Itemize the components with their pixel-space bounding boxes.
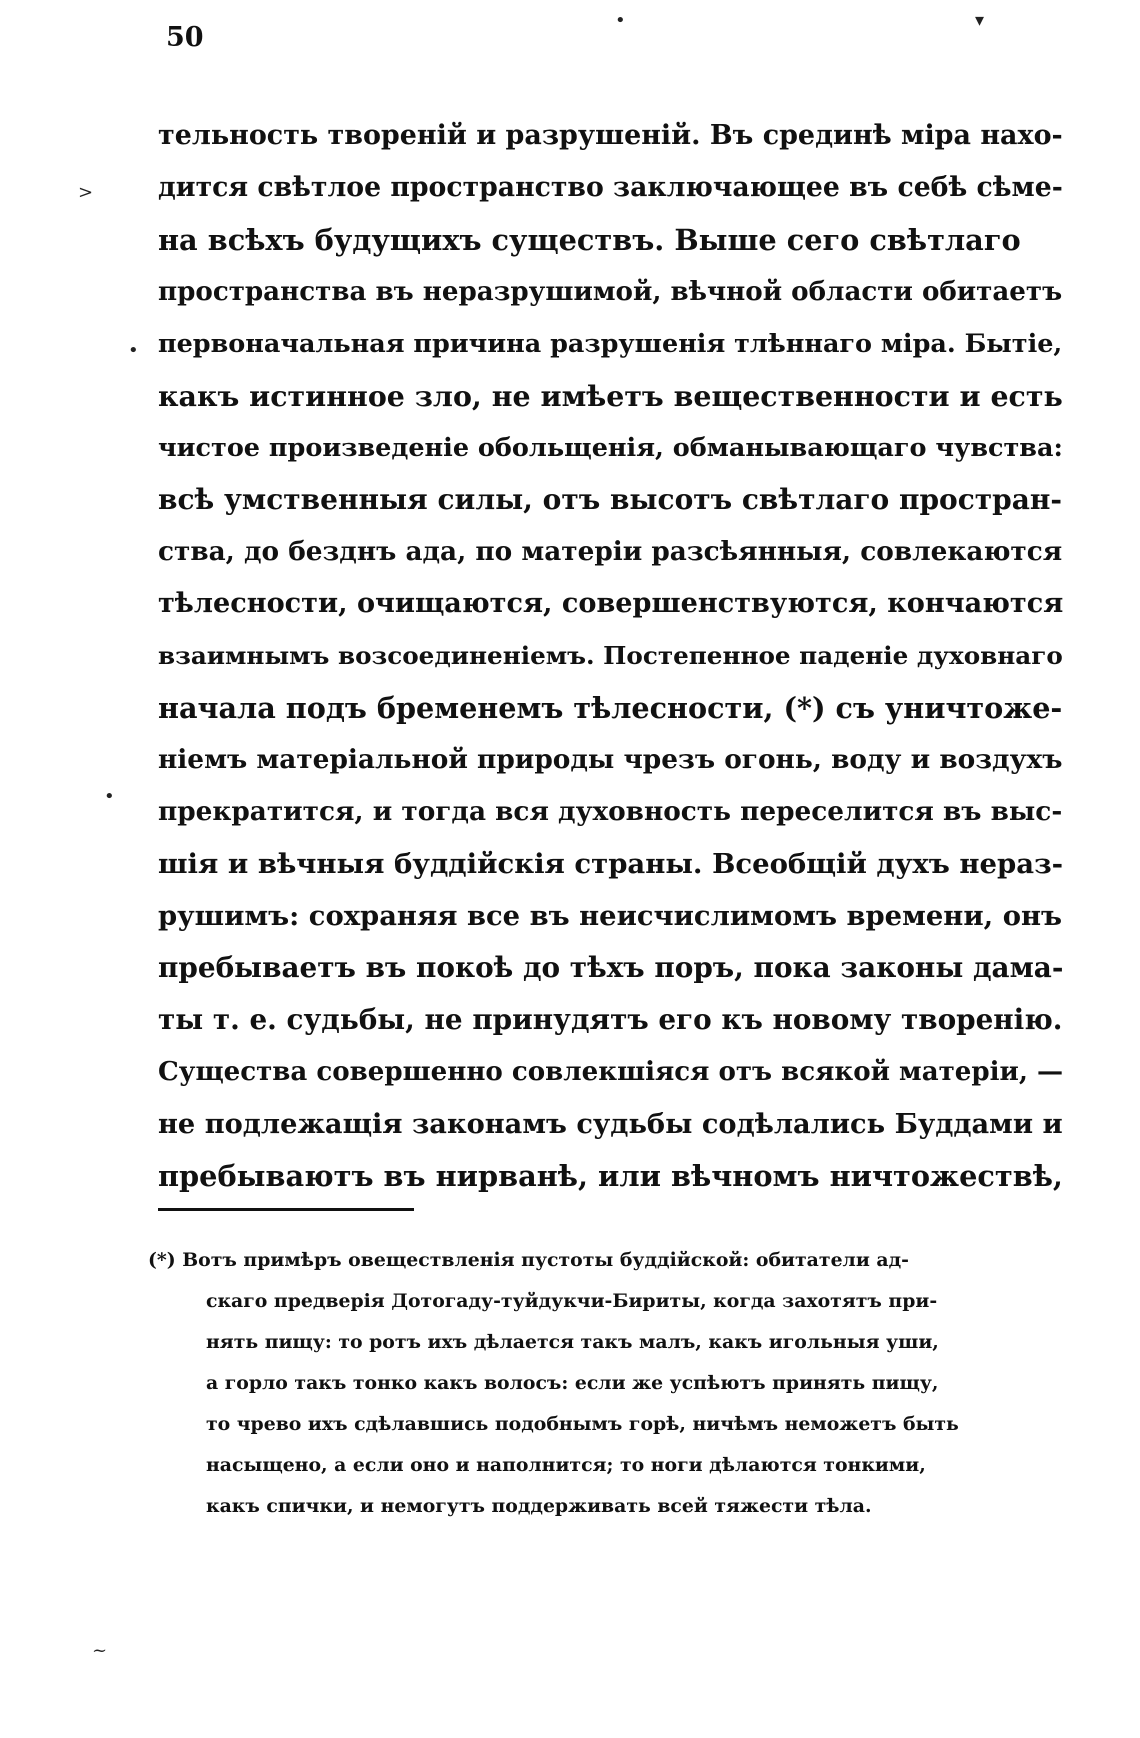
footnote-line: скаго предверія Дотогаду-туйдукчи-Бириты, когда захотятъ при-	[206, 1290, 938, 1312]
text-line: пребываютъ въ нирванѣ, или вѣчномъ ничтожествѣ,	[158, 1159, 1063, 1193]
text-line: рушимъ: сохраняя все въ неисчислимомъ времени, онъ	[158, 900, 1062, 932]
text-line: какъ истинное зло, не имѣетъ вещественности и есть	[158, 379, 1063, 413]
text-line: начала подъ бременемъ тѣлесности, (*) съ уничтоже-	[158, 691, 1063, 725]
text-line: пребываетъ въ покоѣ до тѣхъ поръ, пока законы дама-	[158, 951, 1064, 984]
text-line: прекратится, и тогда вся духовность переселится въ выс-	[158, 796, 1063, 827]
text-line: тельность твореній и разрушеній. Въ срединѣ міра нахо-	[158, 120, 1063, 151]
margin-mark: >	[78, 182, 94, 203]
scan-speck: •	[615, 10, 626, 31]
text-line: первоначальная причина разрушенія тлѣннаго міра. Бытіе,	[158, 329, 1063, 359]
text-line: Существа совершенно совлекшіяся отъ всякой матеріи, —	[158, 1057, 1064, 1087]
footnote-line: какъ спички, и немогутъ поддерживать всей тяжести тѣла.	[206, 1495, 872, 1517]
text-line: шія и вѣчныя буддійскія страны. Всеобщій духъ нераз-	[158, 848, 1064, 880]
scan-speck: •	[128, 340, 139, 361]
text-line: взаимнымъ возсоединеніемъ. Постепенное паденіе духовнаго	[158, 641, 1063, 670]
footnote-line: а горло такъ тонко какъ волосъ: если же успѣютъ принять пищу,	[206, 1372, 939, 1394]
text-line: ніемъ матеріальной природы чрезъ огонь, воду и воздухъ	[158, 744, 1063, 775]
text-line: пространства въ неразрушимой, вѣчной области обитаетъ	[158, 276, 1063, 307]
text-line: ты т. е. судьбы, не принудятъ его къ новому творенію.	[158, 1003, 1063, 1036]
text-line: не подлежащія законамъ судьбы содѣлались Буддами и	[158, 1108, 1063, 1140]
text-line: всѣ умственныя силы, отъ высотъ свѣтлаго простран-	[158, 483, 1063, 516]
text-line: на всѣхъ будущихъ существъ. Выше сего свѣтлаго	[158, 223, 1021, 257]
scan-speck: ▾	[975, 10, 985, 31]
footnote-block	[148, 1240, 1070, 1527]
text-line: тѣлесности, очищаются, совершенствуются, кончаются	[158, 588, 1064, 619]
footnote-line: насыщено, а если оно и наполнится; то ноги дѣлаются тонкими,	[206, 1454, 926, 1476]
footnote-line: (*) Вотъ примѣръ овеществленія пустоты буддійской: обитатели ад-	[148, 1249, 909, 1271]
main-text-block	[158, 110, 1070, 1202]
text-line: чистое произведеніе обольщенія, обманывающаго чувства:	[158, 433, 1063, 463]
footnote-line: нять пищу: то ротъ ихъ дѣлается такъ малъ, какъ игольныя уши,	[206, 1331, 939, 1353]
footnote-divider	[158, 1208, 414, 1211]
page-number: 50	[166, 22, 204, 53]
text-line: ства, до безднъ ада, по матеріи разсѣянныя, совлекаются	[158, 536, 1063, 567]
margin-mark: ~	[92, 1640, 108, 1661]
scan-speck: •	[104, 786, 115, 807]
footnote-line: то чрево ихъ сдѣлавшись подобнымъ горѣ, ничѣмъ неможетъ быть	[206, 1413, 959, 1435]
text-line: дится свѣтлое пространство заключающее въ себѣ сѣме-	[158, 172, 1063, 203]
